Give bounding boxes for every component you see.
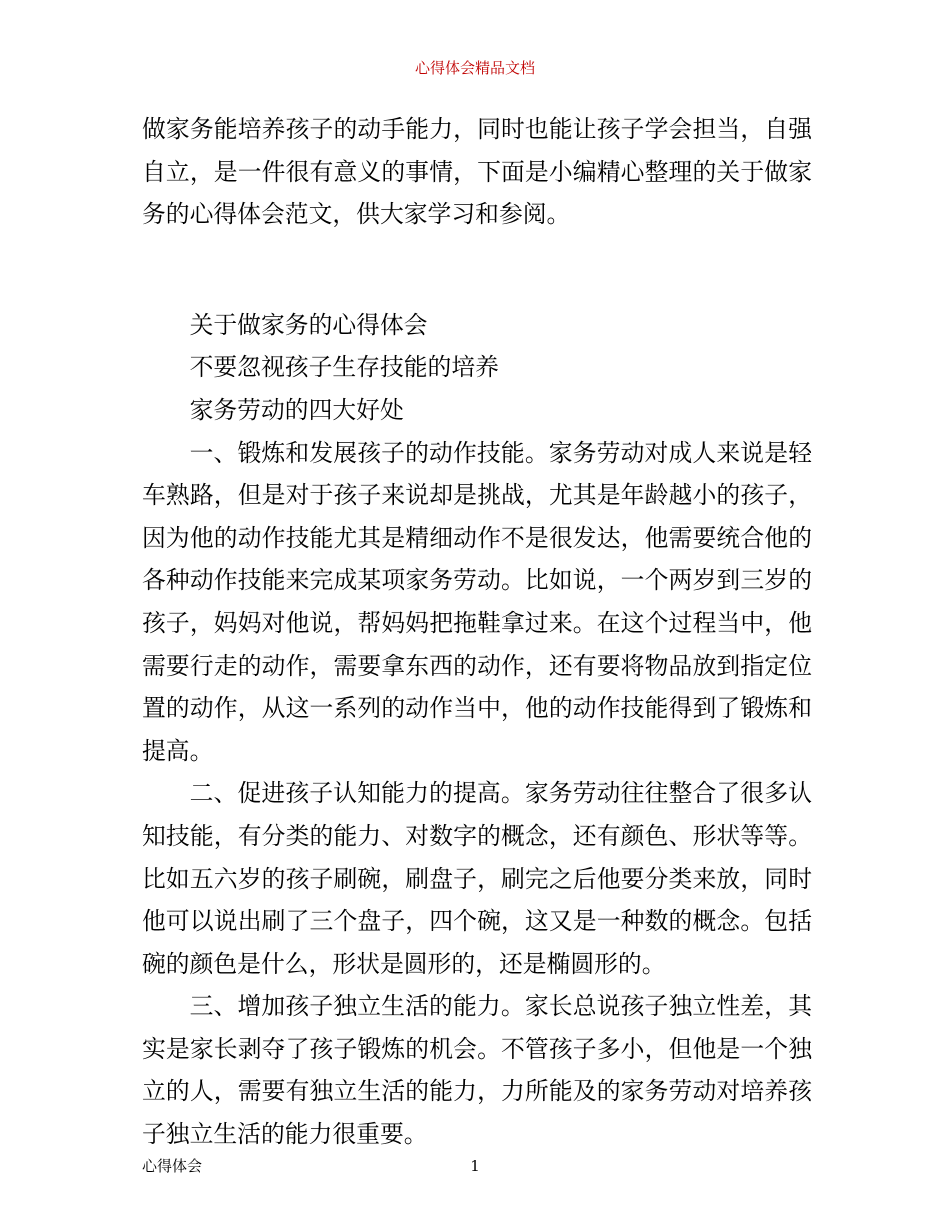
page-number: 1 (470, 1157, 480, 1175)
intro-paragraph: 做家务能培养孩子的动手能力，同时也能让孩子学会担当，自强自立，是一件很有意义的事情，下面是小编精心整理的关于做家务的心得体会范文，供大家学习和参阅。 (142, 115, 812, 229)
heading-line-2: 不要忽视孩子生存技能的培养 (189, 353, 499, 382)
document-body (142, 108, 812, 1156)
heading-line-3: 家务劳动的四大好处 (189, 395, 404, 424)
heading-line-1: 关于做家务的心得体会 (189, 310, 428, 339)
page-header-title: 心得体会精品文档 (414, 59, 535, 77)
body-paragraph-2: 二、促进孩子认知能力的提高。家务劳动往往整合了很多认知技能，有分类的能力、对数字的概念，还有颜色、形状等等。比如五六岁的孩子刷碗，刷盘子，刷完之后他要分类来放，同时他可以说出刷了三个盘子，四个碗，这又是一种数的概念。包括碗的颜色是什么，形状是圆形的，还是椭圆形的。 (142, 779, 812, 978)
body-paragraph-1: 一、锻炼和发展孩子的动作技能。家务劳动对成人来说是轻车熟路，但是对于孩子来说却是挑战，尤其是年龄越小的孩子，因为他的动作技能尤其是精细动作不是很发达，他需要统合他的各种动作技能来完成某项家务劳动。比如说，一个两岁到三岁的孩子，妈妈对他说，帮妈妈把拖鞋拿过来。在这个过程当中，他需要行走的动作，需要拿东西的动作，还有要将物品放到指定位置的动作，从这一系列的动作当中，他的动作技能得到了锻炼和提高。 (142, 438, 812, 765)
footer-label: 心得体会 (142, 1157, 203, 1175)
body-paragraph-3: 三、增加孩子独立生活的能力。家长总说孩子独立性差，其实是家长剥夺了孩子锻炼的机会。不管孩子多小，但他是一个独立的人，需要有独立生活的能力，力所能及的家务劳动对培养孩子独立生活的能力很重要。 (142, 992, 812, 1149)
paragraph-spacer (142, 236, 812, 304)
